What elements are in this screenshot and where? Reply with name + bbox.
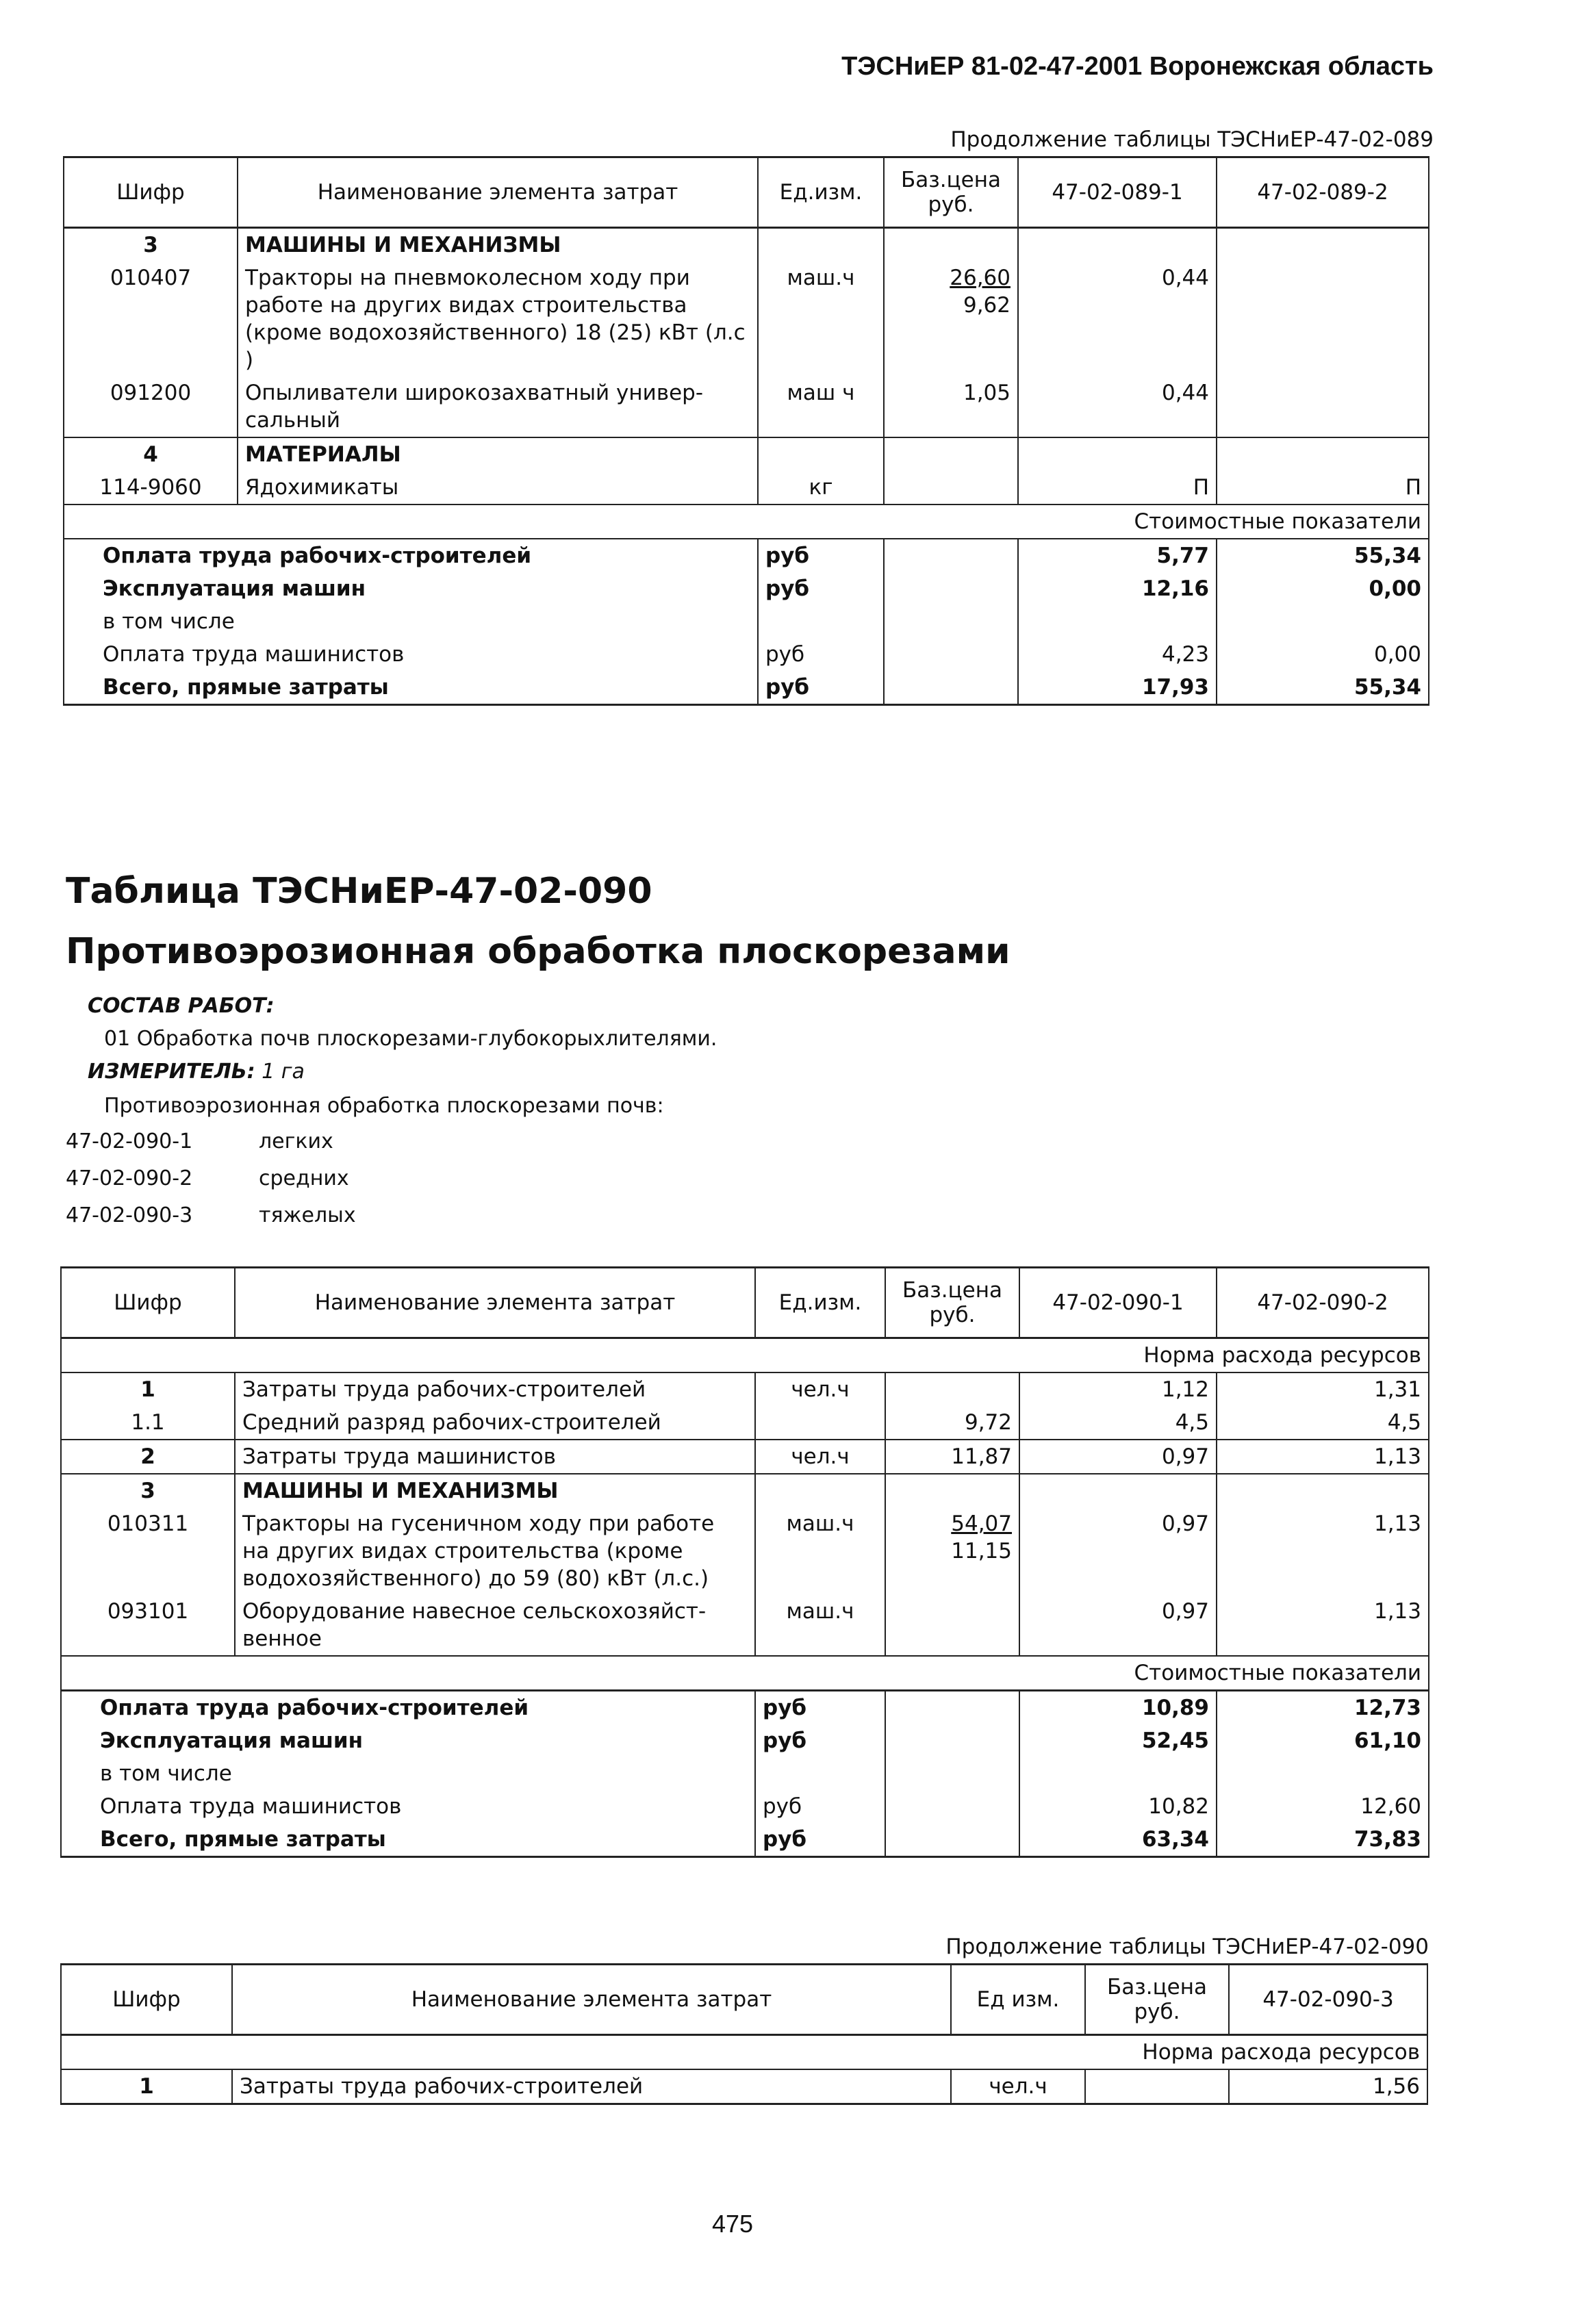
row-name: Оборудование навесное сельскохозяйст-венное [235,1595,755,1656]
document-header-title: ТЭСНиЕР 81-02-47-2001 Воронежская область [841,52,1434,81]
section-description: Противоэрозионная обработка плоскорезами почв: [104,1094,664,1118]
col-header-price: Баз.цена руб. [884,157,1018,228]
col-header-code: Шифр [61,1965,232,2035]
row-v1: 4,5 [1019,1406,1217,1440]
row-unit: маш ч [758,376,884,437]
cost-unit: руб [755,1724,885,1757]
cost-label: Оплата труда рабочих-строителей [64,539,758,572]
cost-v2: 12,60 [1217,1790,1429,1823]
row-v1: П [1018,471,1217,505]
works-item: 01 Обработка почв плоскорезами-глубокорыхлителями. [104,1027,717,1051]
cost-v1: 4,23 [1018,638,1217,671]
row-v1: 0,97 [1019,1440,1217,1474]
table-row [64,261,1429,376]
col-header-price: Баз.цена руб. [885,1268,1019,1338]
row-unit: чел.ч [755,1372,885,1406]
cost-label: в том числе [64,605,758,638]
norm-header: Норма расхода ресурсов [61,1338,1429,1373]
col-header-v1: 47-02-090-3 [1229,1965,1427,2035]
row-code: 1 [61,2069,232,2104]
cost-row [61,1691,1429,1725]
cost-unit: руб [755,1790,885,1823]
row-name: МАШИНЫ И МЕХАНИЗМЫ [238,228,758,262]
row-v2 [1217,376,1429,437]
col-header-v2: 47-02-090-2 [1217,1268,1429,1338]
section-title: Таблица ТЭСНиЕР-47-02-090 [66,871,652,912]
cost-label: Оплата труда машинистов [61,1790,755,1823]
row-price: 9,72 [885,1406,1019,1440]
cost-v1: 12,16 [1018,572,1217,605]
row-unit: маш.ч [755,1507,885,1595]
row-v1: 1,56 [1229,2069,1427,2104]
row-name: Ядохимикаты [238,471,758,505]
row-v2: 1,31 [1217,1372,1429,1406]
table-row [61,1440,1429,1474]
cost-row [61,1724,1429,1757]
cost-v1: 10,82 [1019,1790,1217,1823]
cost-v1: 52,45 [1019,1724,1217,1757]
row-v2: 1,13 [1217,1440,1429,1474]
cost-v1: 17,93 [1018,671,1217,705]
table3-header-row [61,1965,1427,2035]
row-code: 4 [64,437,238,471]
cost-unit: руб [755,1691,885,1725]
page-number: 475 [712,2210,754,2238]
col-header-name: Наименование элемента затрат [232,1965,951,2035]
cost-row [61,1823,1429,1857]
row-v2: 4,5 [1217,1406,1429,1440]
col-header-v1: 47-02-089-1 [1018,157,1217,228]
table-row [61,1406,1429,1440]
row-v2: П [1217,471,1429,505]
row-v1: 0,97 [1019,1507,1217,1595]
cost-v2: 0,00 [1217,572,1429,605]
row-price: 1,05 [884,376,1018,437]
cost-unit: руб [758,638,884,671]
row-code: 2 [61,1440,235,1474]
cost-label: в том числе [61,1757,755,1790]
row-name: Затраты труда рабочих-строителей [235,1372,755,1406]
section-subtitle: Противоэрозионная обработка плоскорезами [66,931,1010,972]
row-unit: чел.ч [951,2069,1085,2104]
norm-header-row [61,1338,1429,1373]
variant-name: легких [259,1129,333,1153]
cost-v1: 5,77 [1018,539,1217,572]
table2 [60,1266,1429,1858]
cost-label: Всего, прямые затраты [61,1823,755,1857]
row-name: МАТЕРИАЛЫ [238,437,758,471]
table-row [64,437,1429,471]
row-price: 54,07 11,15 [885,1507,1019,1595]
row-code: 1.1 [61,1406,235,1440]
row-v1: 0,44 [1018,261,1217,376]
table-row [64,471,1429,505]
cost-row [64,539,1429,572]
cost-header: Стоимостные показатели [64,505,1429,539]
variant-code: 47-02-090-2 [66,1166,193,1190]
cost-header-row [61,1656,1429,1691]
table3 [60,1963,1428,2105]
row-name: Тракторы на пневмоколесном ходу при работе на других видах строительства (кроме водохозяйственного) 18 (25) кВт (л.с ) [238,261,758,376]
cost-v2: 12,73 [1217,1691,1429,1725]
col-header-v2: 47-02-089-2 [1217,157,1429,228]
row-code: 1 [61,1372,235,1406]
col-header-unit: Ед.изм. [758,157,884,228]
cost-label: Оплата труда машинистов [64,638,758,671]
cost-row [64,572,1429,605]
cost-row [61,1757,1429,1790]
row-v1: 0,44 [1018,376,1217,437]
cost-row [64,605,1429,638]
variant-name: тяжелых [259,1203,356,1227]
row-price [885,1372,1019,1406]
table3-caption: Продолжение таблицы ТЭСНиЕР-47-02-090 [945,1934,1429,1959]
cost-header-row [64,505,1429,539]
table-row [64,376,1429,437]
cost-unit: руб [758,671,884,705]
cost-v2: 0,00 [1217,638,1429,671]
cost-v1: 63,34 [1019,1823,1217,1857]
col-header-unit: Ед.изм. [755,1268,885,1338]
row-code: 010407 [64,261,238,376]
variant-name: средних [259,1166,349,1190]
row-v2 [1217,261,1429,376]
row-v2: 1,13 [1217,1507,1429,1595]
cost-v2: 73,83 [1217,1823,1429,1857]
table-row [61,2069,1427,2104]
table-row [61,1474,1429,1507]
cost-label: Всего, прямые затраты [64,671,758,705]
row-price [1085,2069,1229,2104]
row-code: 114-9060 [64,471,238,505]
table1-header-row [64,157,1429,228]
row-unit [755,1406,885,1440]
row-unit: маш.ч [758,261,884,376]
row-price [884,471,1018,505]
col-header-v1: 47-02-090-1 [1019,1268,1217,1338]
table2-header-row [61,1268,1429,1338]
table-row [64,228,1429,262]
row-unit: чел.ч [755,1440,885,1474]
row-price: 11,87 [885,1440,1019,1474]
table-row [61,1507,1429,1595]
cost-label: Эксплуатация машин [61,1724,755,1757]
variant-code: 47-02-090-1 [66,1129,193,1153]
col-header-price: Баз.цена руб. [1085,1965,1229,2035]
row-code: 091200 [64,376,238,437]
table1 [63,156,1429,706]
row-price [885,1595,1019,1656]
row-code: 3 [61,1474,235,1507]
table1-caption: Продолжение таблицы ТЭСНиЕР-47-02-089 [950,127,1434,152]
cost-label: Оплата труда рабочих-строителей [61,1691,755,1725]
works-label: СОСТАВ РАБОТ: [88,994,275,1018]
cost-unit: руб [758,572,884,605]
variant-code: 47-02-090-3 [66,1203,193,1227]
cost-row [64,638,1429,671]
col-header-name: Наименование элемента затрат [235,1268,755,1338]
table-row [61,1372,1429,1406]
cost-header: Стоимостные показатели [61,1656,1429,1691]
norm-header: Норма расхода ресурсов [61,2035,1427,2070]
col-header-name: Наименование элемента затрат [238,157,758,228]
col-header-unit: Ед изм. [951,1965,1085,2035]
row-code: 093101 [61,1595,235,1656]
row-name: Затраты труда рабочих-строителей [232,2069,951,2104]
row-v1: 1,12 [1019,1372,1217,1406]
row-code: 3 [64,228,238,262]
norm-header-row [61,2035,1427,2070]
cost-unit: руб [758,539,884,572]
cost-v2: 61,10 [1217,1724,1429,1757]
cost-row [61,1790,1429,1823]
cost-v2: 55,34 [1217,539,1429,572]
row-name: Средний разряд рабочих-строителей [235,1406,755,1440]
col-header-code: Шифр [61,1268,235,1338]
row-unit: кг [758,471,884,505]
row-price: 26,60 9,62 [884,261,1018,376]
row-name: МАШИНЫ И МЕХАНИЗМЫ [235,1474,755,1507]
cost-v2: 55,34 [1217,671,1429,705]
row-v1: 0,97 [1019,1595,1217,1656]
row-name: Опыливатели широкозахватный универ-сальный [238,376,758,437]
cost-v1: 10,89 [1019,1691,1217,1725]
row-name: Затраты труда машинистов [235,1440,755,1474]
cost-row [64,671,1429,705]
table-row [61,1595,1429,1656]
row-unit: маш.ч [755,1595,885,1656]
cost-label: Эксплуатация машин [64,572,758,605]
row-code: 010311 [61,1507,235,1595]
cost-unit: руб [755,1823,885,1857]
col-header-code: Шифр [64,157,238,228]
row-name: Тракторы на гусеничном ходу при работе на других видах строительства (кроме водохозяйственного) до 59 (80) кВт (л.с.) [235,1507,755,1595]
meter: ИЗМЕРИТЕЛЬ: 1 га [88,1060,305,1084]
row-v2: 1,13 [1217,1595,1429,1656]
